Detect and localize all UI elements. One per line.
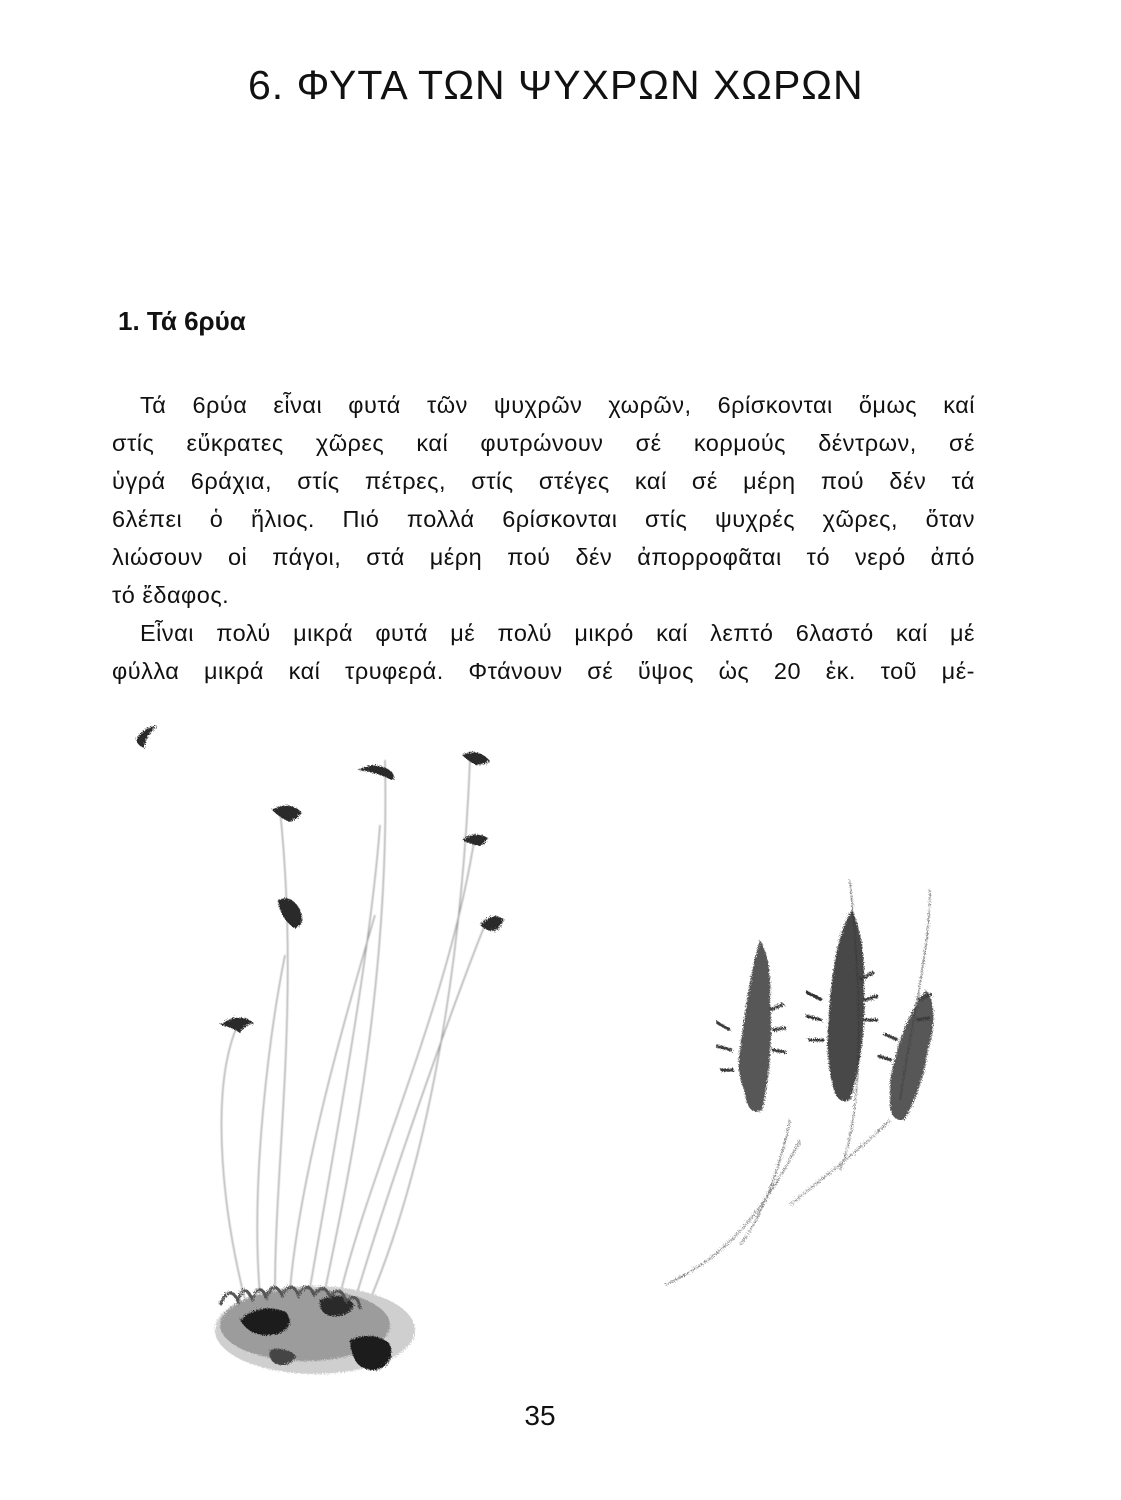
- body-line: στίς εὔκρατες χῶρες καί φυτρώνουν σέ κορμούς δέντρων, σέ: [112, 430, 975, 456]
- body-line: φύλλα μικρά καί τρυφερά. Φτάνουν σέ ὕψος ὡς 20 ἑκ. τοῦ μέ-: [112, 658, 975, 684]
- chapter-title: 6. ΦΥΤΑ ΤΩΝ ΨΥΧΡΩΝ ΧΩΡΩΝ: [248, 62, 864, 108]
- moss-fronds-right: [665, 880, 934, 1285]
- section-heading: 1. Τά 6ρύα: [118, 306, 246, 336]
- body-line: Εἶναι πολύ μικρά φυτά μέ πολύ μικρό καί λεπτό 6λαστό καί μέ: [140, 620, 975, 646]
- body-line: Τά 6ρύα εἶναι φυτά τῶν ψυχρῶν χωρῶν, 6ρίσκονται ὅμως καί: [140, 392, 975, 418]
- body-line: λιώσουν οἱ πάγοι, στά μέρη πού δέν ἀπορροφᾶται τό νερό ἀπό: [112, 544, 975, 570]
- page-number: 35: [524, 1400, 556, 1431]
- body-line: 6λέπει ὁ ἥλιος. Πιό πολλά 6ρίσκονται στίς ψυχρές χῶρες, ὅταν: [112, 506, 975, 532]
- moss-illustration: [100, 700, 1000, 1380]
- body-line: ὑγρά 6ράχια, στίς πέτρες, στίς στέγες καί σέ μέρη πού δέν τά: [112, 468, 975, 494]
- moss-clump-left: [136, 726, 504, 1374]
- body-line: τό ἔδαφος.: [112, 582, 230, 608]
